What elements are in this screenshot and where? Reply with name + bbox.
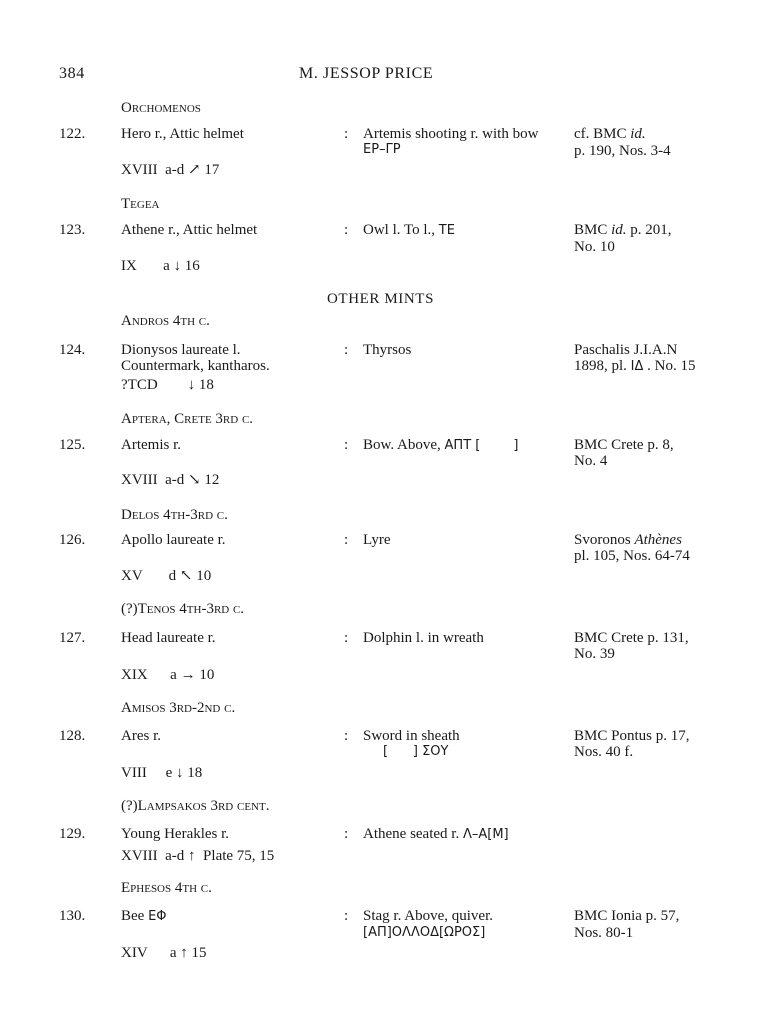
reference-line-1: BMC Pontus p. 17, — [574, 728, 690, 744]
running-title: M. JESSOP PRICE — [299, 65, 434, 82]
obverse-description: Young Herakles r. — [121, 826, 230, 842]
column-separator: : — [344, 222, 349, 238]
obverse-description: Hero r., Attic helmet — [121, 126, 244, 142]
die-axis-weight: XIX a → 10 — [121, 667, 215, 683]
entry-number: 127. — [59, 630, 86, 646]
mint-heading: Aptera, Crete 3rd c. — [121, 411, 254, 427]
die-axis-weight: XVIII a-d ↗ 17 — [121, 162, 220, 178]
reference-text: cf. BMC — [574, 126, 631, 142]
mint-heading: (?)Tenos 4th-3rd c. — [121, 601, 245, 617]
die-axis-weight: ?TCD ↓ 18 — [121, 377, 214, 393]
entry-number: 126. — [59, 532, 86, 548]
reverse-description — [363, 437, 518, 454]
obverse-description: Apollo laureate r. — [121, 532, 226, 548]
entry-number: 124. — [59, 342, 86, 358]
reference-italic: id. — [611, 222, 627, 238]
reference-line-1: BMC Crete p. 8, — [574, 437, 674, 453]
reference-legend: ΙΔ — [630, 359, 644, 374]
entry-number: 129. — [59, 826, 86, 842]
obverse-description: Athene r., Attic helmet — [121, 222, 258, 238]
reverse-legend: ΤΕ — [438, 223, 455, 238]
obverse-text: Bee — [121, 908, 149, 924]
die-axis-weight: XVIII a-d ↘ 12 — [121, 472, 220, 488]
reference-italic: id. — [630, 126, 646, 142]
column-separator: : — [344, 437, 349, 453]
reverse-legend: [ ] ΣΟΥ — [383, 744, 449, 759]
column-separator: : — [344, 532, 349, 548]
mint-heading: Delos 4th-3rd c. — [121, 507, 228, 523]
reference-text: 1898, pl. — [574, 358, 631, 374]
entry-number: 128. — [59, 728, 86, 744]
reverse-legend: ΕΡ–ΓΡ — [363, 142, 401, 157]
column-separator: : — [344, 126, 349, 142]
reference-text: BMC — [574, 222, 612, 238]
obverse-description — [121, 908, 167, 925]
entry-number: 130. — [59, 908, 86, 924]
die-axis-weight: XV d ↖ 10 — [121, 568, 212, 584]
obverse-description: Head laureate r. — [121, 630, 216, 646]
column-separator: : — [344, 908, 349, 924]
reference-line-2: p. 190, Nos. 3-4 — [574, 143, 671, 159]
reverse-legend: Λ–Α[Μ] — [462, 827, 509, 842]
reference-line-2: No. 4 — [574, 453, 608, 469]
reverse-legend: [ΑΠ]ΟΛΛΟΔ[ΩΡΟΣ] — [363, 925, 486, 940]
reference-line-2: Nos. 80-1 — [574, 925, 634, 941]
die-axis-weight: XVIII a-d ↑ Plate 75, 15 — [121, 848, 275, 864]
column-separator: : — [344, 826, 349, 842]
reference-text-after: p. 201, — [626, 222, 672, 238]
entry-number: 122. — [59, 126, 86, 142]
reference-text-after: . No. 15 — [643, 358, 696, 374]
reference-line-2: No. 10 — [574, 239, 615, 255]
obverse-description: Dionysos laureate l. — [121, 342, 241, 358]
entry-number: 125. — [59, 437, 86, 453]
reverse-legend: ΑΠΤ [ ] — [444, 438, 519, 453]
reverse-description: Lyre — [363, 532, 391, 548]
obverse-countermark: Countermark, kantharos. — [121, 358, 270, 374]
reference-line-1 — [574, 222, 672, 239]
mint-heading: Ephesos 4th c. — [121, 880, 212, 896]
reference-line-2 — [574, 358, 696, 375]
reverse-description — [363, 826, 509, 843]
die-axis-weight: IX a ↓ 16 — [121, 258, 200, 274]
mint-heading: Orchomenos — [121, 100, 201, 116]
reference-text: Svoronos — [574, 532, 635, 548]
reference-line-1: Paschalis J.I.A.N — [574, 342, 678, 358]
reference-line-1: BMC Crete p. 131, — [574, 630, 689, 646]
mint-heading: Andros 4th c. — [121, 313, 210, 329]
reference-line-1 — [574, 126, 646, 143]
reverse-description: Stag r. Above, quiver. — [363, 908, 493, 924]
reference-italic: Athènes — [634, 532, 682, 548]
column-separator: : — [344, 630, 349, 646]
die-axis-weight: XIV a ↑ 15 — [121, 945, 207, 961]
reverse-description: Sword in sheath — [363, 728, 460, 744]
page-number: 384 — [59, 65, 85, 82]
column-separator: : — [344, 728, 349, 744]
reverse-text: Bow. Above, — [363, 437, 445, 453]
reference-line-2: No. 39 — [574, 646, 615, 662]
reference-line-1: BMC Ionia p. 57, — [574, 908, 680, 924]
mint-heading: Amisos 3rd-2nd c. — [121, 700, 236, 716]
mint-heading: (?)Lampsakos 3rd cent. — [121, 798, 270, 814]
obverse-description: Ares r. — [121, 728, 161, 744]
reverse-description — [363, 222, 455, 239]
reverse-text: Owl l. To l., — [363, 222, 439, 238]
obverse-legend: ΕΦ — [148, 909, 167, 924]
reverse-description: Artemis shooting r. with bow — [363, 126, 539, 142]
reference-line-1 — [574, 532, 682, 549]
section-heading: OTHER MINTS — [327, 291, 435, 307]
die-axis-weight: VIII e ↓ 18 — [121, 765, 203, 781]
reverse-text: Athene seated r. — [363, 826, 463, 842]
reference-line-2: pl. 105, Nos. 64-74 — [574, 548, 690, 564]
reverse-description: Dolphin l. in wreath — [363, 630, 484, 646]
reference-line-2: Nos. 40 f. — [574, 744, 634, 760]
column-separator: : — [344, 342, 349, 358]
entry-number: 123. — [59, 222, 86, 238]
mint-heading: Tegea — [121, 196, 160, 212]
obverse-description: Artemis r. — [121, 437, 181, 453]
reverse-description: Thyrsos — [363, 342, 412, 358]
